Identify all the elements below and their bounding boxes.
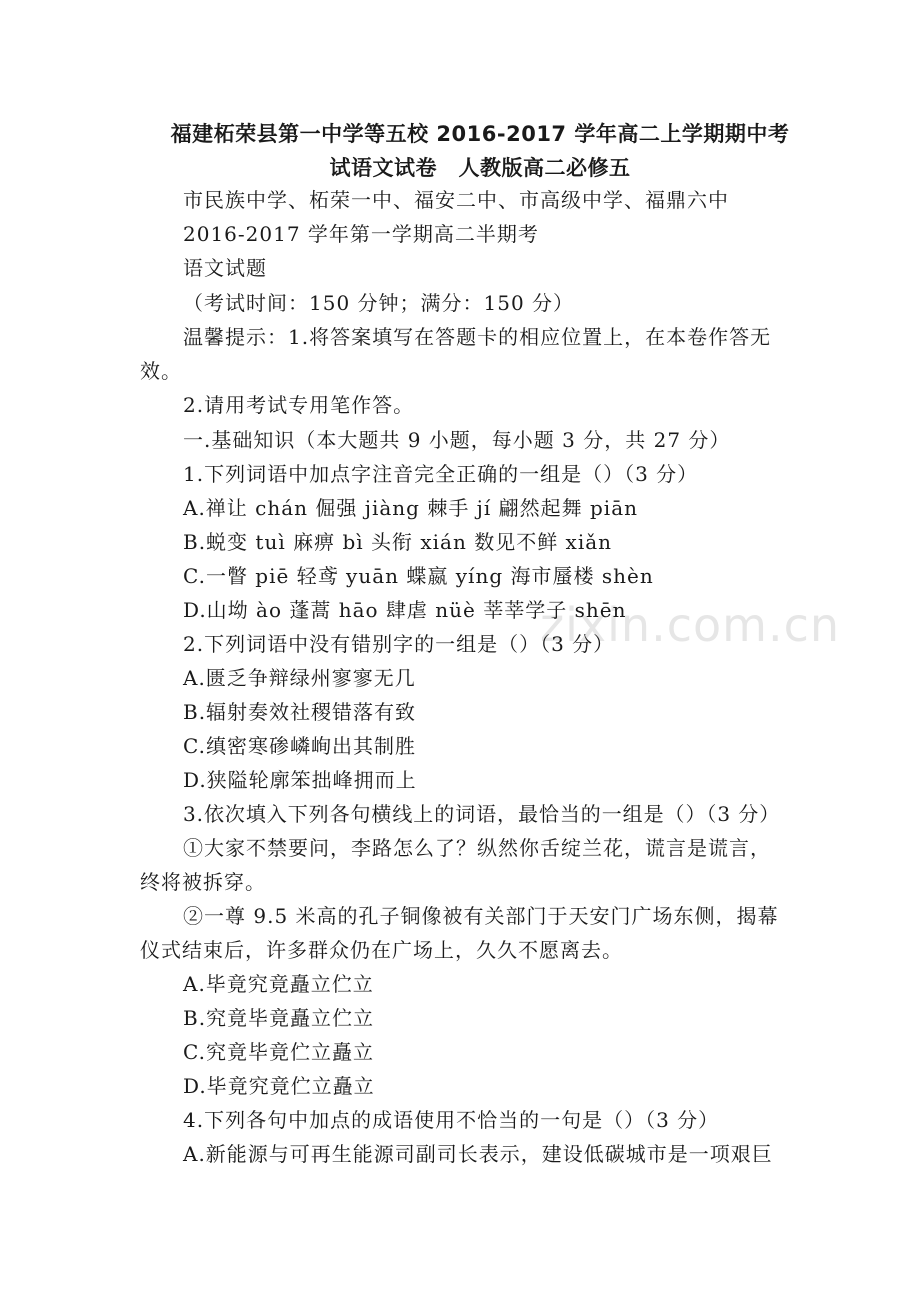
exam-term: 2016-2017 学年第一学期高二半期考 xyxy=(183,222,539,246)
q1-option-c: C.一瞥 piē 轻鸢 yuān 蝶嬴 yíng 海市蜃楼 shèn xyxy=(183,564,654,588)
q2-option-c: C.缜密寒碜嶙峋出其制胜 xyxy=(183,734,416,758)
q3-option-b: B.究竟毕竟矗立伫立 xyxy=(183,1006,375,1030)
tip-line: 温馨提示：1.将答案填写在答题卡的相应位置上，在本卷作答无 xyxy=(183,325,772,349)
q4-option-a: A.新能源与可再生能源司副司长表示，建设低碳城市是一项艰巨 xyxy=(183,1142,773,1166)
q3-option-d: D.毕竟究竟伫立矗立 xyxy=(183,1074,375,1098)
q3-option-c: C.究竟毕竟伫立矗立 xyxy=(183,1040,374,1064)
question-2: 2.下列词语中没有错别字的一组是（）（3 分） xyxy=(183,632,615,656)
q3-sentence-1-cont: 终将被拆穿。 xyxy=(140,870,266,894)
question-3: 3.依次填入下列各句横线上的词语，最恰当的一组是（）（3 分） xyxy=(183,802,781,826)
q2-option-a: A.匮乏争辩绿州寥寥无几 xyxy=(183,666,416,690)
title-line-1: 福建柘荣县第一中学等五校 2016-2017 学年高二上学期期中考 xyxy=(170,122,790,146)
q1-option-b: B.蜕变 tuì 麻痹 bì 头衔 xián 数见不鲜 xiǎn xyxy=(183,530,613,554)
q2-option-d: D.狭隘轮廓笨拙峰拥而上 xyxy=(183,768,417,792)
tip-line-cont: 效。 xyxy=(140,359,182,383)
tip-line-2: 2.请用考试专用笔作答。 xyxy=(183,393,415,417)
exam-time: （考试时间：150 分钟；满分：150 分） xyxy=(183,291,575,315)
watermark: zixin.com.cn xyxy=(540,598,841,652)
question-1: 1.下列词语中加点字注音完全正确的一组是（）（3 分） xyxy=(183,462,699,486)
section-heading: 一.基础知识（本大题共 9 小题，每小题 3 分，共 27 分） xyxy=(183,428,731,452)
school-list: 市民族中学、柘荣一中、福安二中、市高级中学、福鼎六中 xyxy=(183,188,729,212)
q1-option-d: D.山坳 ào 蓬蒿 hāo 肆虐 nüè 莘莘学子 shēn xyxy=(183,598,627,622)
exam-subject: 语文试题 xyxy=(183,256,267,280)
title-line-2: 试语文试卷 人教版高二必修五 xyxy=(329,156,631,180)
q3-sentence-1: ①大家不禁要问，李路怎么了？纵然你舌绽兰花，谎言是谎言， xyxy=(183,836,771,860)
q3-sentence-2-cont: 仪式结束后，许多群众仍在广场上，久久不愿离去。 xyxy=(140,938,623,962)
q1-option-a: A.禅让 chán 倔强 jiàng 棘手 jí 翩然起舞 piān xyxy=(183,496,638,520)
q2-option-b: B.辐射奏效社稷错落有致 xyxy=(183,700,417,724)
q3-sentence-2: ②一尊 9.5 米高的孔子铜像被有关部门于天安门广场东侧，揭幕 xyxy=(183,904,779,928)
question-4: 4.下列各句中加点的成语使用不恰当的一句是（）（3 分） xyxy=(183,1108,720,1132)
q3-option-a: A.毕竟究竟矗立伫立 xyxy=(183,972,374,996)
